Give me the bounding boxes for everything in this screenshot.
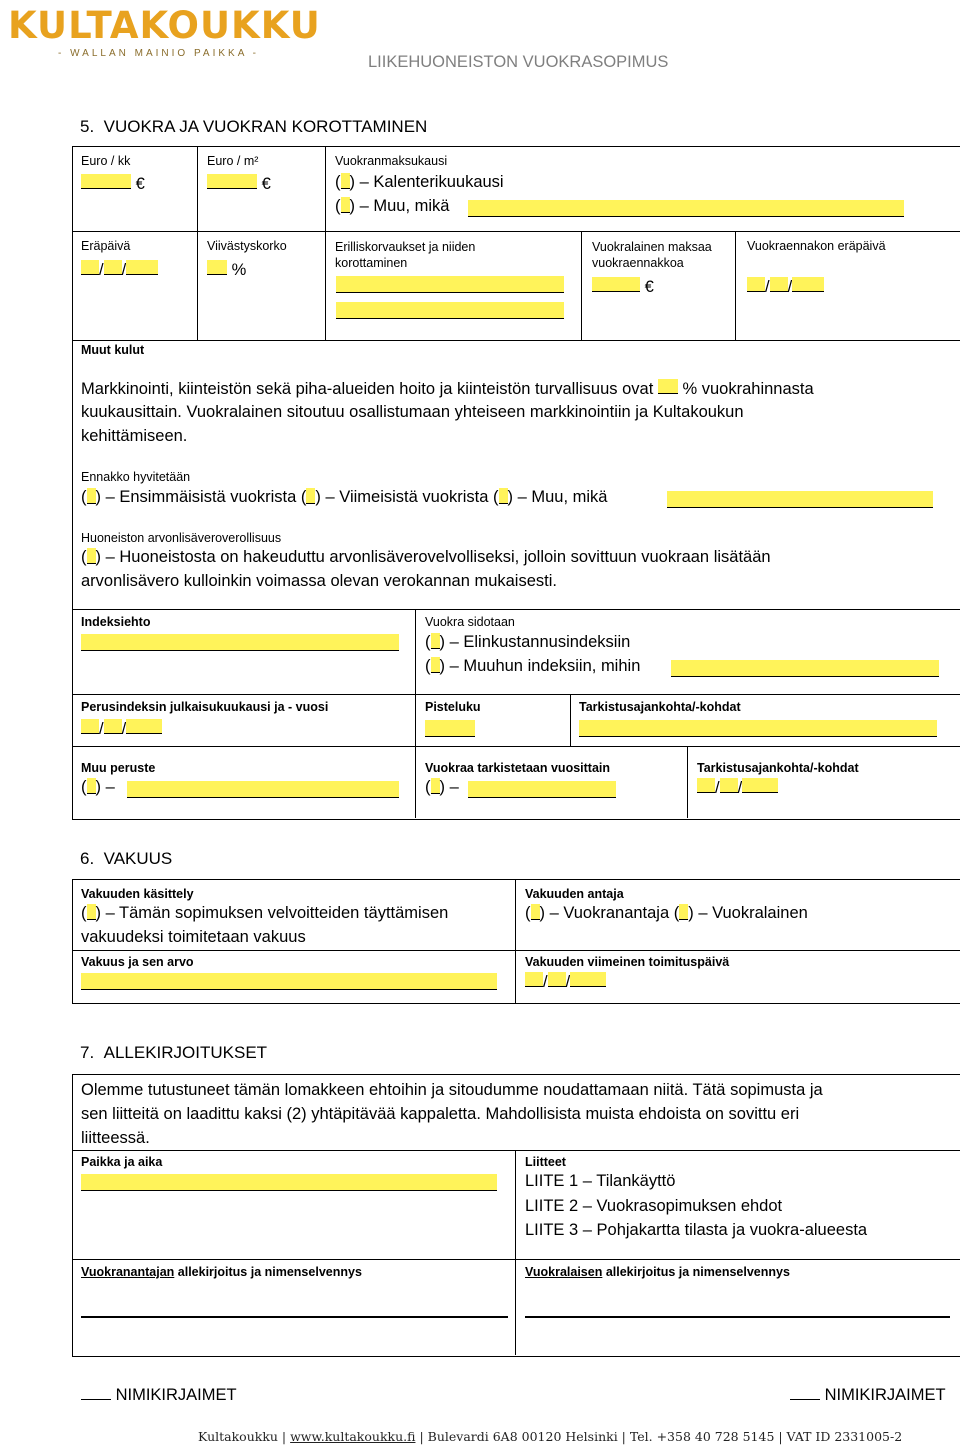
advance-credited-other-field[interactable] (667, 491, 933, 508)
security-provider-label: Vakuuden antaja (525, 887, 624, 901)
divider (72, 694, 960, 695)
security-deadline-label: Vakuuden viimeinen toimituspäivä (525, 955, 730, 969)
section-6-heading: 6. VAKUUS (80, 849, 173, 868)
cost-of-living-index-option[interactable]: ( ) – Elinkustannusindeksiin (425, 633, 631, 651)
base-index-field[interactable]: / / (81, 719, 162, 739)
other-basis-field[interactable] (127, 781, 399, 798)
attachments-label: Liitteet (525, 1155, 566, 1169)
other-basis-option[interactable]: ( ) – (81, 778, 115, 796)
annual-review-date-field[interactable]: / / (697, 778, 778, 798)
other-costs-label: Muut kulut (81, 343, 145, 357)
attachment-1: LIITE 1 – Tilankäyttö (525, 1172, 676, 1190)
website-link[interactable]: www.kultakoukku.fi (290, 1429, 416, 1444)
security-provider-options[interactable]: ( ) – Vuokranantaja ( ) – Vuokralainen (525, 904, 808, 922)
late-interest-label: Viivästyskorko (207, 239, 287, 253)
divider (72, 340, 960, 341)
tenant-signature-label: Vuokralaisen allekirjoitus ja nimenselvennys (525, 1265, 790, 1279)
euro-per-m2-field[interactable]: € (207, 174, 271, 194)
index-clause-label: Indeksiehto (81, 615, 151, 629)
extra-compensation-field-1[interactable] (336, 276, 564, 293)
vat-option[interactable]: ( ) – Huoneistosta on hakeuduttu arvonlisäverovelvolliseksi, jolloin sovittuun vuokraan lisätään (81, 548, 771, 566)
vat-label: Huoneiston arvonlisäveroverollisuus (81, 531, 282, 545)
other-costs-percent-field[interactable] (658, 379, 678, 394)
tenant-signature-line[interactable] (525, 1316, 950, 1318)
security-handling-line-2: vakuudeksi toimitetaan vakuus (81, 928, 306, 946)
security-value-label: Vakuus ja sen arvo (81, 955, 194, 969)
logo-tagline: - WALLAN MAINIO PAIKKA - (58, 48, 259, 59)
initials-right[interactable]: NIMIKIRJAIMET (790, 1385, 946, 1405)
security-handling-label: Vakuuden käsittely (81, 887, 194, 901)
divider (570, 694, 571, 746)
agreement-line-1: Olemme tutustuneet tämän lomakkeen ehtoihin ja sitoudumme noudattamaan niitä. Tätä sopimusta ja (81, 1081, 823, 1099)
agreement-line-2: sen liitteitä on laadittu kaksi (2) yhtäpitävää kappaletta. Mahdollisista muista ehdoista on sovittu eri (81, 1105, 800, 1123)
divider (515, 1150, 516, 1355)
other-costs-line-1: Markkinointi, kiinteistön sekä piha-alueiden hoito ja kiinteistön turvallisuus ovat % vuokrahinnasta (81, 380, 814, 398)
index-clause-field[interactable] (81, 634, 399, 651)
divider (72, 1150, 960, 1151)
payment-period-other-option[interactable]: ( ) – Muu, mikä (335, 197, 450, 215)
advance-due-date-field[interactable]: / / (747, 277, 824, 297)
place-date-label: Paikka ja aika (81, 1155, 163, 1169)
rent-tied-label: Vuokra sidotaan (425, 615, 515, 629)
annual-review-date-label: Tarkistusajankohta/-kohdat (697, 761, 859, 775)
logo-text: KULTAKOUKKU (8, 4, 321, 47)
attachment-3: LIITE 3 – Pohjakartta tilasta ja vuokra-alueesta (525, 1221, 868, 1239)
annual-review-option[interactable]: ( ) – (425, 778, 459, 796)
point-value-label: Pisteluku (425, 700, 481, 714)
footer: Kultakoukku | www.kultakoukku.fi | Bulevardi 6A8 00120 Helsinki | Tel. +358 40 728 5145 | VAT ID 2331005-2 (198, 1429, 903, 1444)
euro-per-month-label: Euro / kk (81, 154, 131, 168)
divider (687, 746, 688, 818)
divider (415, 609, 416, 818)
divider (735, 231, 736, 340)
due-date-label: Eräpäivä (81, 239, 131, 253)
divider (72, 746, 960, 747)
other-basis-label: Muu peruste (81, 761, 156, 775)
review-date-label: Tarkistusajankohta/-kohdat (579, 700, 741, 714)
advance-credited-label: Ennakko hyvitetään (81, 470, 191, 484)
divider (581, 231, 582, 340)
security-value-field[interactable] (81, 973, 497, 990)
other-costs-line-3: kehittämiseen. (81, 427, 188, 445)
divider (72, 950, 960, 951)
extra-compensation-label: Erilliskorvaukset ja niiden korottaminen (335, 240, 476, 270)
section-5-heading: 5. VUOKRA JA VUOKRAN KOROTTAMINEN (80, 117, 428, 136)
euro-per-month-field[interactable]: € (81, 174, 145, 194)
annual-review-field[interactable] (468, 781, 616, 798)
advance-rent-label: Vuokralainen maksaa vuokraennakkoa (592, 240, 712, 270)
annual-review-label: Vuokraa tarkistetaan vuosittain (425, 761, 611, 775)
security-deadline-field[interactable]: / / (525, 972, 606, 992)
point-value-field[interactable] (425, 720, 475, 737)
attachment-2: LIITE 2 – Vuokrasopimuksen ehdot (525, 1197, 783, 1215)
vat-line-2: arvonlisävero kulloinkin voimassa olevan verokannan mukaisesti. (81, 572, 557, 590)
payment-period-calendar-option[interactable]: ( ) – Kalenterikuukausi (335, 173, 504, 191)
euro-per-m2-label: Euro / m² (207, 154, 259, 168)
due-date-field[interactable]: / / (81, 260, 158, 280)
landlord-signature-line[interactable] (81, 1316, 508, 1318)
payment-period-label: Vuokranmaksukausi (335, 154, 448, 168)
divider (197, 231, 198, 340)
payment-period-other-field[interactable] (468, 200, 904, 217)
logo (8, 4, 321, 66)
divider (72, 1259, 960, 1260)
agreement-line-3: liitteessä. (81, 1129, 150, 1147)
other-costs-line-2: kuukausittain. Vuokralainen sitoutuu osallistumaan yhteiseen markkinointiin ja Kultakoukun (81, 403, 744, 421)
divider (515, 879, 516, 1003)
other-index-field[interactable] (671, 660, 939, 677)
divider (325, 146, 326, 340)
base-index-label: Perusindeksin julkaisukuukausi ja - vuosi (81, 700, 329, 714)
divider (72, 231, 960, 232)
document-title: LIIKEHUONEISTON VUOKRASOPIMUS (368, 53, 669, 71)
late-interest-field[interactable]: % (207, 260, 246, 280)
advance-credited-options[interactable]: ( ) – Ensimmäisistä vuokrista ( ) – Viimeisistä vuokrista ( ) – Muu, mikä (81, 488, 608, 506)
section-7-heading: 7. ALLEKIRJOITUKSET (80, 1043, 268, 1062)
advance-due-date-label: Vuokraennakon eräpäivä (747, 239, 886, 253)
other-index-option[interactable]: ( ) – Muuhun indeksiin, mihin (425, 657, 641, 675)
review-date-field[interactable] (579, 720, 937, 737)
landlord-signature-label: Vuokranantajan allekirjoitus ja nimenselvennys (81, 1265, 362, 1279)
initials-left[interactable]: NIMIKIRJAIMET (81, 1385, 237, 1405)
extra-compensation-field-2[interactable] (336, 302, 564, 319)
advance-rent-field[interactable]: € (592, 277, 654, 297)
place-date-field[interactable] (81, 1174, 497, 1191)
security-handling-option[interactable]: ( ) – Tämän sopimuksen velvoitteiden täyttämisen (81, 904, 449, 922)
divider (197, 146, 198, 231)
divider (72, 609, 960, 610)
